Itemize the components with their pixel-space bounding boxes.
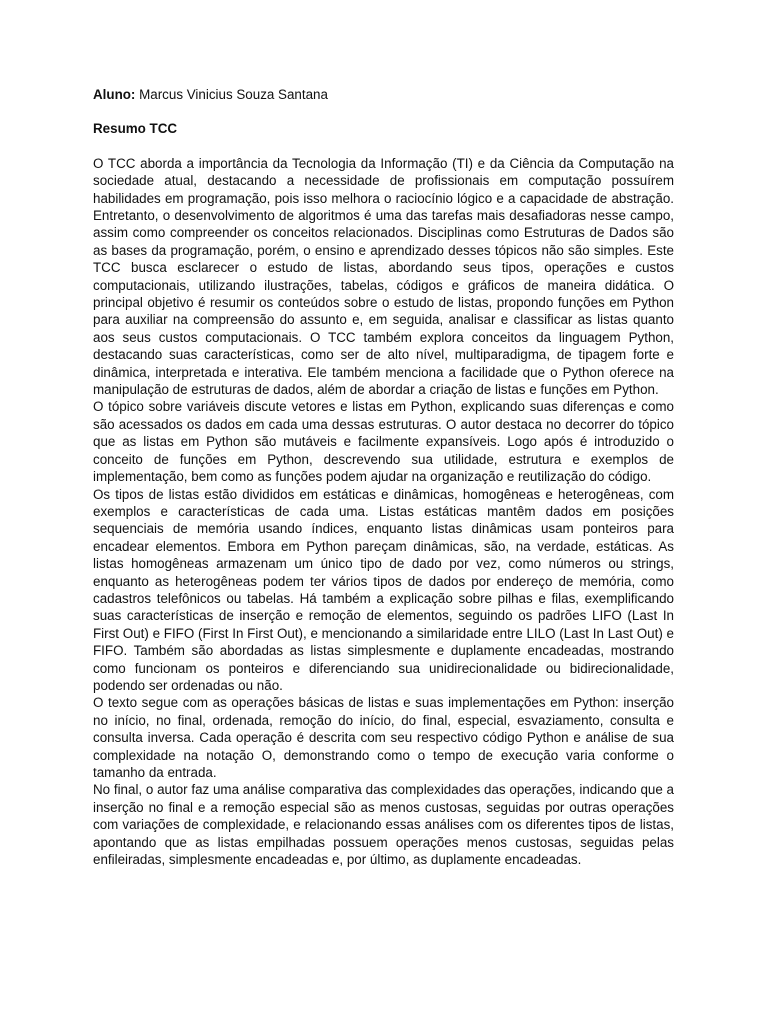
summary-paragraph-4: O texto segue com as operações básicas de listas e suas implementações em Python: inserção no início, no final, ordenada, remoção do início, do final, especial, esvaziamento, consulta e consulta inversa. Cada operação é descrita com seu respectivo código Python e análise de sua complexidade na notação O, demonstrando como o tempo de execução varia conforme o tamanho da entrada. (93, 695, 674, 780)
summary-body (93, 155, 674, 869)
summary-paragraph-1: O TCC aborda a importância da Tecnologia da Informação (TI) e da Ciência da Computação na sociedade atual, destacando a necessidade de profissionais em computação possuírem habilidades em programação, pois isso melhora o raciocínio lógico e a capacidade de abstração. Entretanto, o desenvolvimento de algoritmos é uma das tarefas mais desafiadoras nesse campo, assim como compreender os conceitos relacionados. Disciplinas como Estruturas de Dados são as bases da programação, porém, o ensino e aprendizado desses tópicos não são simples. Este TCC busca esclarecer o estudo de listas, abordando seus tipos, operações e custos computacionais, utilizando ilustrações, tabelas, códigos e gráficos de maneira didática. O principal objetivo é resumir os conteúdos sobre o estudo de listas, propondo funções em Python para auxiliar na compreensão do assunto e, em seguida, analisar e classificar as listas quanto aos seus custos computacionais. O TCC também explora conceitos da linguagem Python, destacando suas características, como ser de alto nível, multiparadigma, de tipagem forte e dinâmica, interpretada e interativa. Ele também menciona a facilidade que o Python oferece na manipulação de estruturas de dados, além de abordar a criação de listas e funções em Python. (93, 155, 674, 398)
summary-paragraph-2: O tópico sobre variáveis discute vetores e listas em Python, explicando suas diferenças e como são acessados os dados em cada uma dessas estruturas. O autor destaca no decorrer do tópico que as listas em Python são mutáveis e facilmente expansíveis. Logo após é introduzido o conceito de funções em Python, descrevendo sua utilidade, estrutura e exemplos de implementação, bem como as funções podem ajudar na organização e reutilização do código. (93, 399, 674, 485)
student-label: Aluno: (93, 87, 136, 102)
document-page (93, 86, 674, 868)
summary-paragraph-3: Os tipos de listas estão divididos em estáticas e dinâmicas, homogêneas e heterogêneas, com exemplos e características de cada uma. Listas estáticas mantêm dados em posições sequenciais de memória usando índices, enquanto listas dinâmicas usam ponteiros para encadear elementos. Embora em Python pareçam dinâmicas, são, na verdade, estáticas. As listas homogêneas armazenam um único tipo de dado por vez, como números ou strings, enquanto as heterogêneas podem ter vários tipos de dados por endereço de memória, como cadastros telefônicos ou tabelas. Há também a explicação sobre pilhas e filas, exemplificando suas características de inserção e remoção de elementos, seguindo os padrões LIFO (Last In First Out) e FIFO (First In First Out), e mencionando a similaridade entre LILO (Last In Last Out) e FIFO. Também são abordadas as listas simplesmente e duplamente encadeadas, mostrando como funcionam os ponteiros e diferenciando sua unidirecionalidade ou bidirecionalidade, podendo ser ordenadas ou não. (93, 486, 674, 693)
document-title: Resumo TCC (93, 121, 178, 137)
student-name: Marcus Vinicius Souza Santana (139, 87, 328, 102)
student-line (93, 86, 674, 103)
summary-paragraph-5: No final, o autor faz uma análise comparativa das complexidades das operações, indicando que a inserção no final e a remoção especial são as menos custosas, seguidas por outras operações com variações de complexidade, e relacionando essas análises com os diferentes tipos de listas, apontando que as listas empilhadas possuem operações menos custosas, seguidas pelas enfileiradas, simplesmente encadeadas e, por último, as duplamente encadeadas. (93, 782, 674, 868)
